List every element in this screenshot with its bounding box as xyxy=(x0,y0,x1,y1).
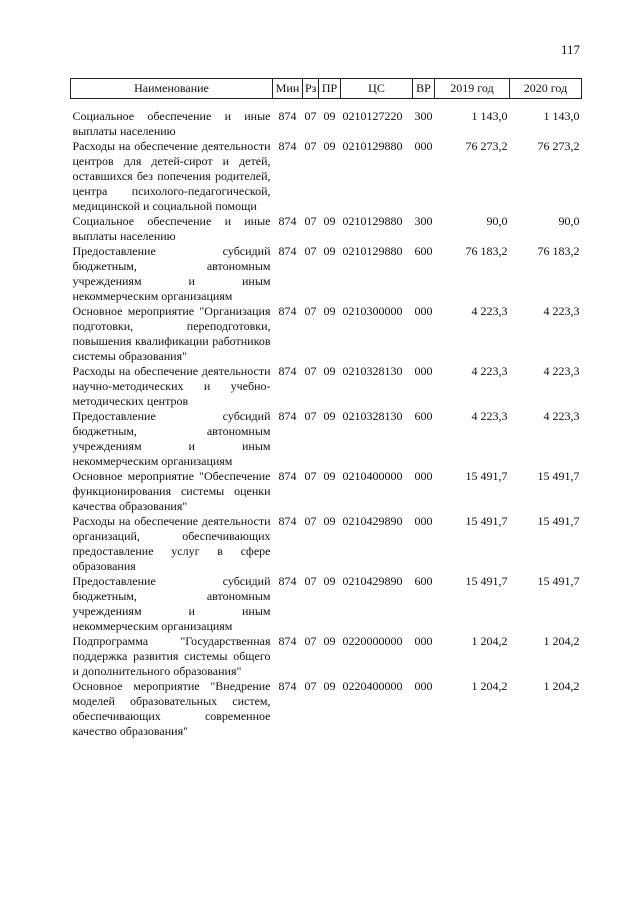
row-name: Расходы на обеспечение деятельности организаций, обеспечивающих предоставление услуг в сфере образования xyxy=(72,514,271,573)
header-2020: 2020 год xyxy=(510,79,582,99)
row-2019: 4 223,3 xyxy=(471,304,508,318)
row-2019: 1 143,0 xyxy=(471,109,508,123)
row-min: 874 xyxy=(278,304,297,318)
row-pr: 09 xyxy=(323,364,336,378)
row-name: Основное мероприятие "Обеспечение функционирования системы оценки качества образования" xyxy=(72,469,271,513)
row-min: 874 xyxy=(278,139,297,153)
row-cs: 0220400000 xyxy=(342,679,403,693)
row-vr: 300 xyxy=(414,214,433,228)
row-cs: 0210129880 xyxy=(342,214,403,228)
row-cs: 0210127220 xyxy=(342,109,403,123)
row-cs: 0210129880 xyxy=(342,244,403,258)
row-2019: 76 183,2 xyxy=(465,244,508,258)
row-cs: 0210129880 xyxy=(342,139,403,153)
row-2019: 1 204,2 xyxy=(471,679,508,693)
table-row xyxy=(71,244,582,304)
row-name: Предоставление субсидий бюджетным, автономным учреждениям и иным некоммерческим организациям xyxy=(72,574,271,633)
row-min: 874 xyxy=(278,679,297,693)
row-2019: 4 223,3 xyxy=(471,364,508,378)
row-pr: 09 xyxy=(323,244,336,258)
row-vr: 600 xyxy=(414,574,433,588)
row-rz: 07 xyxy=(304,139,317,153)
row-vr: 000 xyxy=(414,139,433,153)
header-pr: ПР xyxy=(319,79,341,99)
row-name: Подпрограмма "Государственная поддержка развития системы общего и дополнительного образования" xyxy=(72,634,271,678)
row-vr: 000 xyxy=(414,679,433,693)
row-cs: 0210300000 xyxy=(342,304,403,318)
row-2020: 76 183,2 xyxy=(537,244,580,258)
row-name: Социальное обеспечение и иные выплаты населению xyxy=(72,109,271,138)
row-vr: 600 xyxy=(414,244,433,258)
row-2020: 1 204,2 xyxy=(543,679,580,693)
budget-table xyxy=(70,78,582,739)
row-vr: 600 xyxy=(414,409,433,423)
table-row xyxy=(71,109,582,139)
row-2020: 4 223,3 xyxy=(543,409,580,423)
row-min: 874 xyxy=(278,244,297,258)
row-2020: 4 223,3 xyxy=(543,364,580,378)
row-cs: 0210429890 xyxy=(342,514,403,528)
row-rz: 07 xyxy=(304,244,317,258)
row-rz: 07 xyxy=(304,409,317,423)
row-vr: 000 xyxy=(414,514,433,528)
row-vr: 000 xyxy=(414,364,433,378)
row-2020: 90,0 xyxy=(558,214,580,228)
row-pr: 09 xyxy=(323,574,336,588)
row-cs: 0210400000 xyxy=(342,469,403,483)
row-cs: 0210328130 xyxy=(342,364,403,378)
header-rz: Рз xyxy=(303,79,319,99)
row-rz: 07 xyxy=(304,634,317,648)
row-2019: 76 273,2 xyxy=(465,139,508,153)
row-pr: 09 xyxy=(323,469,336,483)
row-pr: 09 xyxy=(323,139,336,153)
header-2019: 2019 год xyxy=(435,79,510,99)
page-number: 117 xyxy=(560,42,580,57)
row-pr: 09 xyxy=(323,679,336,693)
row-name: Основное мероприятие "Организация подготовки, переподготовки, повышения квалификации работников системы образования" xyxy=(72,304,271,363)
table-row xyxy=(71,574,582,634)
table-row xyxy=(71,634,582,679)
row-name: Предоставление субсидий бюджетным, автономным учреждениям и иным некоммерческим организациям xyxy=(72,409,271,468)
row-vr: 000 xyxy=(414,304,433,318)
row-rz: 07 xyxy=(304,514,317,528)
row-cs: 0210328130 xyxy=(342,409,403,423)
row-min: 874 xyxy=(278,634,297,648)
row-pr: 09 xyxy=(323,109,336,123)
row-min: 874 xyxy=(278,469,297,483)
row-pr: 09 xyxy=(323,214,336,228)
row-min: 874 xyxy=(278,364,297,378)
row-2020: 15 491,7 xyxy=(537,469,580,483)
row-rz: 07 xyxy=(304,364,317,378)
row-2020: 15 491,7 xyxy=(537,514,580,528)
row-2020: 4 223,3 xyxy=(543,304,580,318)
row-rz: 07 xyxy=(304,679,317,693)
table-row xyxy=(71,469,582,514)
row-2020: 1 143,0 xyxy=(543,109,580,123)
row-pr: 09 xyxy=(323,409,336,423)
table-header xyxy=(71,79,582,99)
row-rz: 07 xyxy=(304,469,317,483)
row-name: Расходы на обеспечение деятельности научно-методических и учебно-методических центров xyxy=(72,364,271,408)
table-row xyxy=(71,409,582,469)
row-cs: 0210429890 xyxy=(342,574,403,588)
row-name: Основное мероприятие "Внедрение моделей образовательных систем, обеспечивающих современное качество образования" xyxy=(72,679,271,738)
row-min: 874 xyxy=(278,214,297,228)
row-rz: 07 xyxy=(304,574,317,588)
header-name: Наименование xyxy=(71,79,273,99)
row-2019: 15 491,7 xyxy=(465,574,508,588)
row-vr: 000 xyxy=(414,634,433,648)
table-row xyxy=(71,514,582,574)
row-vr: 000 xyxy=(414,469,433,483)
row-name: Предоставление субсидий бюджетным, автономным учреждениям и иным некоммерческим организациям xyxy=(72,244,271,303)
header-vr: ВР xyxy=(413,79,435,99)
header-spacer xyxy=(71,99,582,110)
header-cs: ЦС xyxy=(341,79,413,99)
row-rz: 07 xyxy=(304,109,317,123)
table-row xyxy=(71,304,582,364)
row-min: 874 xyxy=(278,109,297,123)
row-2019: 15 491,7 xyxy=(465,469,508,483)
row-cs: 0220000000 xyxy=(342,634,403,648)
header-min: Мин xyxy=(273,79,303,99)
row-2019: 1 204,2 xyxy=(471,634,508,648)
row-2020: 1 204,2 xyxy=(543,634,580,648)
row-name: Социальное обеспечение и иные выплаты населению xyxy=(72,214,271,243)
table-row xyxy=(71,214,582,244)
row-name: Расходы на обеспечение деятельности центров для детей-сирот и детей, оставшихся без попечения родителей, центра психолого-педагогической, медицинской и социальной помощи xyxy=(72,139,271,213)
row-rz: 07 xyxy=(304,214,317,228)
row-2020: 76 273,2 xyxy=(537,139,580,153)
row-pr: 09 xyxy=(323,304,336,318)
row-min: 874 xyxy=(278,574,297,588)
row-2019: 4 223,3 xyxy=(471,409,508,423)
table-body xyxy=(71,99,582,740)
table-row xyxy=(71,364,582,409)
row-min: 874 xyxy=(278,514,297,528)
row-2019: 90,0 xyxy=(486,214,508,228)
table-row xyxy=(71,139,582,214)
row-pr: 09 xyxy=(323,634,336,648)
row-2020: 15 491,7 xyxy=(537,574,580,588)
row-rz: 07 xyxy=(304,304,317,318)
table-row xyxy=(71,679,582,739)
row-2019: 15 491,7 xyxy=(465,514,508,528)
header-row xyxy=(71,79,582,99)
row-vr: 300 xyxy=(414,109,433,123)
row-min: 874 xyxy=(278,409,297,423)
row-pr: 09 xyxy=(323,514,336,528)
